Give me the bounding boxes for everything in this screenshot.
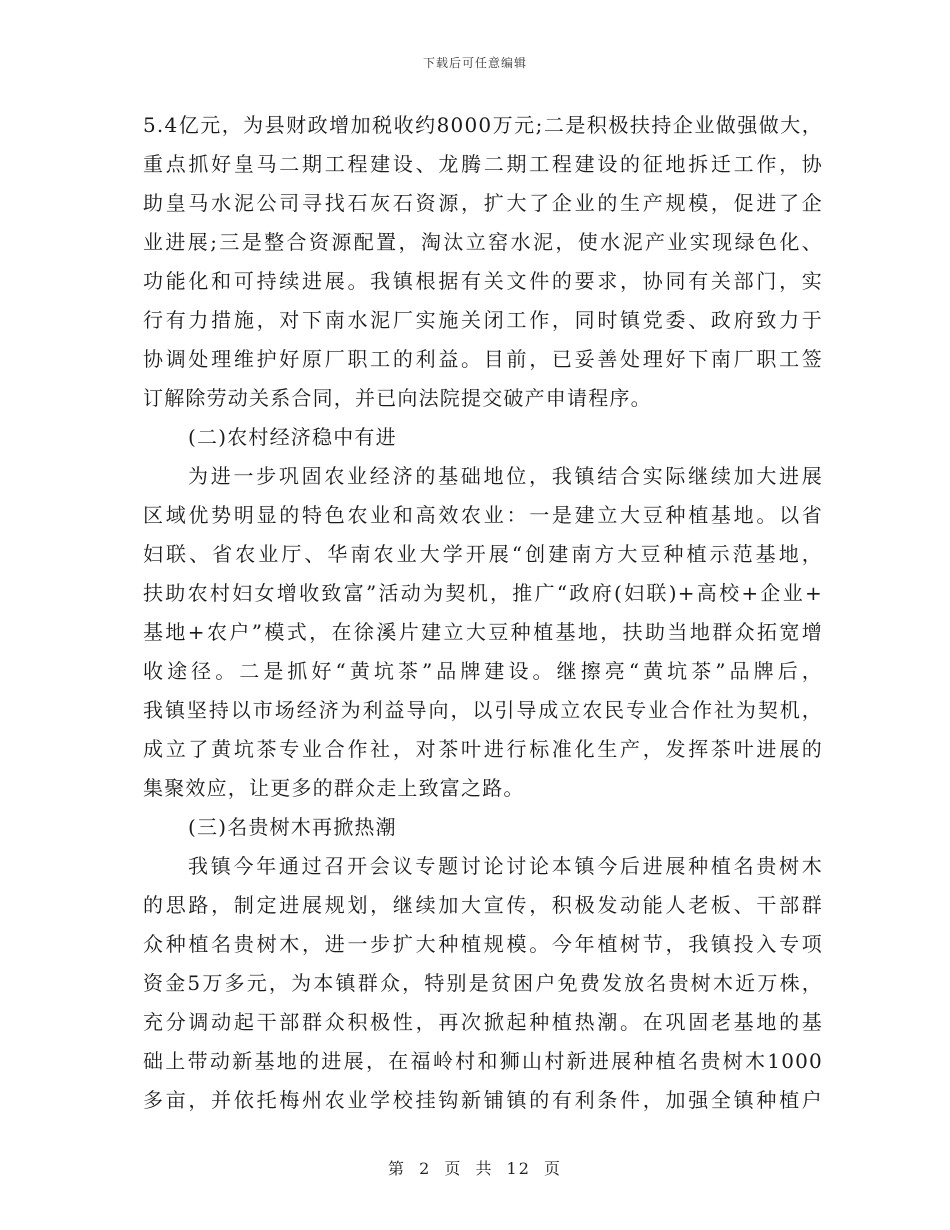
- paragraph-line: 集聚效应，让更多的群众走上致富之路。: [143, 776, 525, 800]
- paragraph-line: 众种植名贵树木，进一步扩大种植规模。今年植树节，我镇投入专项: [143, 932, 823, 956]
- paragraph-line: 协调处理维护好原厂职工的利益。目前，已妥善处理好下南厂职工签: [143, 347, 823, 371]
- paragraph-line: 妇联、省农业厅、华南农业大学开展“创建南方大豆种植示范基地，: [143, 542, 823, 566]
- paragraph-line: 基地+农户”模式，在徐溪片建立大豆种植基地，扶助当地群众拓宽增: [143, 620, 823, 644]
- paragraph-line: 功能化和可持续进展。我镇根据有关文件的要求，协同有关部门，实: [143, 269, 823, 293]
- paragraph-line: 础上带动新基地的进展，在福岭村和狮山村新进展种植名贵树木1000: [143, 1049, 823, 1073]
- paragraph-line: 业进展;三是整合资源配置，淘汰立窑水泥，使水泥产业实现绿色化、: [143, 230, 823, 254]
- section-heading: (二)农村经济稳中有进: [188, 425, 397, 449]
- paragraph-line: 行有力措施，对下南水泥厂实施关闭工作，同时镇党委、政府致力于: [143, 308, 823, 332]
- paragraph-line: 我镇今年通过召开会议专题讨论讨论本镇今后进展种植名贵树木: [188, 854, 823, 878]
- document-body: [143, 106, 823, 1120]
- paragraph-line: 成立了黄坑茶专业合作社，对茶叶进行标准化生产，发挥茶叶进展的: [143, 737, 823, 761]
- paragraph-line: 充分调动起干部群众积极性，再次掀起种植热潮。在巩固老基地的基: [143, 1010, 823, 1034]
- page-header-note: 下载后可任意编辑: [422, 56, 527, 70]
- paragraph-line: 为进一步巩固农业经济的基础地位，我镇结合实际继续加大进展: [188, 464, 823, 488]
- paragraph-line: 多亩，并依托梅州农业学校挂钩新铺镇的有利条件，加强全镇种植户: [143, 1088, 823, 1112]
- paragraph-line: 重点抓好皇马二期工程建设、龙腾二期工程建设的征地拆迁工作，协: [143, 152, 823, 176]
- paragraph-line: 区域优势明显的特色农业和高效农业：一是建立大豆种植基地。以省: [143, 503, 823, 527]
- paragraph-line: 助皇马水泥公司寻找石灰石资源，扩大了企业的生产规模，促进了企: [143, 191, 823, 215]
- paragraph-line: 扶助农村妇女增收致富”活动为契机，推广“政府(妇联)+高校+企业+: [143, 581, 823, 605]
- paragraph-line: 资金5万多元，为本镇群众，特别是贫困户免费发放名贵树木近万株，: [143, 971, 823, 995]
- paragraph-line: 订解除劳动关系合同，并已向法院提交破产申请程序。: [143, 386, 652, 410]
- paragraph-line: 收途径。二是抓好“黄坑茶”品牌建设。继擦亮“黄坑茶”品牌后，: [143, 659, 823, 683]
- paragraph-line: 我镇坚持以市场经济为利益导向，以引导成立农民专业合作社为契机，: [143, 698, 823, 722]
- paragraph-line: 的思路，制定进展规划，继续加大宣传，积极发动能人老板、干部群: [143, 893, 823, 917]
- page-number-footer: 第 2 页 共 12 页: [388, 1159, 562, 1178]
- paragraph-line: 5.4亿元，为县财政增加税收约8000万元;二是积极扶持企业做强做大，: [143, 113, 823, 137]
- section-heading: (三)名贵树木再掀热潮: [188, 815, 397, 839]
